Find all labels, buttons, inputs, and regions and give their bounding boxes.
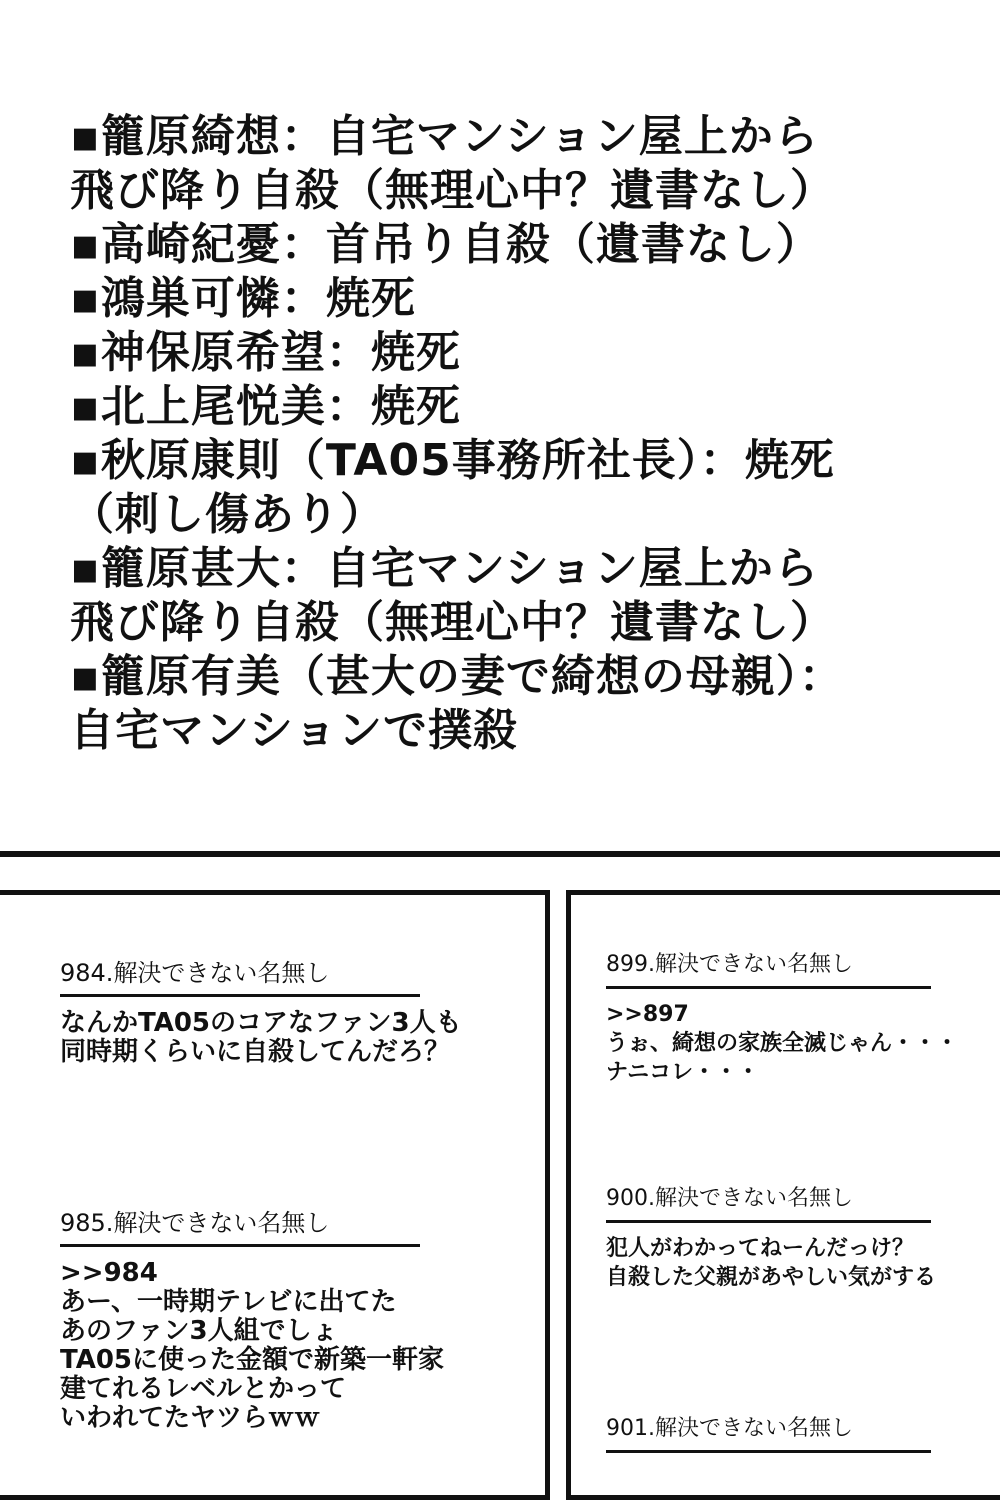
- post-line: うぉ、綺想の家族全滅じゃん・・・: [606, 1031, 959, 1056]
- post-line: なんかTA05のコアなファン3人も: [60, 1008, 462, 1038]
- thread-post: [60, 958, 462, 1067]
- post-body: [60, 1259, 444, 1433]
- list-line: 飛び降り自殺（無理心中？遺書なし）: [70, 165, 835, 216]
- post-line: あー、一時期テレビに出てた: [60, 1287, 397, 1317]
- post-body: [606, 1235, 936, 1293]
- list-line: ▪籠原綺想：自宅マンション屋上から: [70, 111, 819, 162]
- list-line: ▪籠原有美（甚大の妻で綺想の母親）：: [70, 651, 844, 702]
- post-line: 同時期くらいに自殺してんだろ？: [60, 1037, 451, 1067]
- post-line: TA05に使った金額で新築一軒家: [60, 1345, 445, 1375]
- post-line: いわれてたヤツらｗｗ: [60, 1403, 321, 1433]
- post-header: 899.解決できない名無し: [606, 950, 931, 989]
- post-line: 犯人がわかってねーんだっけ？: [606, 1236, 915, 1261]
- post-body: [606, 1001, 958, 1088]
- list-line: ▪鴻巣可憐：焼死: [70, 273, 416, 324]
- list-line: ▪北上尾悦美：焼死: [70, 381, 461, 432]
- list-line: ▪高崎紀憂：首吊り自殺（遺書なし）: [70, 219, 821, 270]
- post-line: >>984: [60, 1258, 158, 1288]
- list-line: 自宅マンションで撲殺: [70, 705, 519, 756]
- list-line: 飛び降り自殺（無理心中？遺書なし）: [70, 597, 835, 648]
- post-header: 984.解決できない名無し: [60, 958, 420, 997]
- post-body: [60, 1009, 462, 1067]
- post-line: ナニコレ・・・: [606, 1060, 760, 1085]
- list-line: ▪神保原希望：焼死: [70, 327, 461, 378]
- thread-post: [606, 1414, 931, 1453]
- post-header: 985.解決できない名無し: [60, 1208, 420, 1247]
- list-line: （刺し傷あり）: [70, 489, 385, 540]
- thread-post: [60, 1208, 444, 1433]
- post-line: あのファン3人組でしょ: [60, 1316, 338, 1346]
- post-line: >>897: [606, 1002, 689, 1027]
- thread-post: [606, 950, 958, 1088]
- thread-post: [606, 1184, 936, 1293]
- post-line: 自殺した父親があやしい気がする: [606, 1265, 937, 1290]
- list-line: ▪籠原甚大：自宅マンション屋上から: [70, 543, 819, 594]
- panel-divider: [0, 851, 1000, 857]
- post-header: 900.解決できない名無し: [606, 1184, 931, 1223]
- post-line: 建てれるレベルとかって: [60, 1374, 347, 1404]
- post-header: 901.解決できない名無し: [606, 1414, 931, 1453]
- list-line: ▪秋原康則（TA05事務所社長）：焼死: [70, 435, 835, 486]
- casualty-list: [70, 110, 970, 758]
